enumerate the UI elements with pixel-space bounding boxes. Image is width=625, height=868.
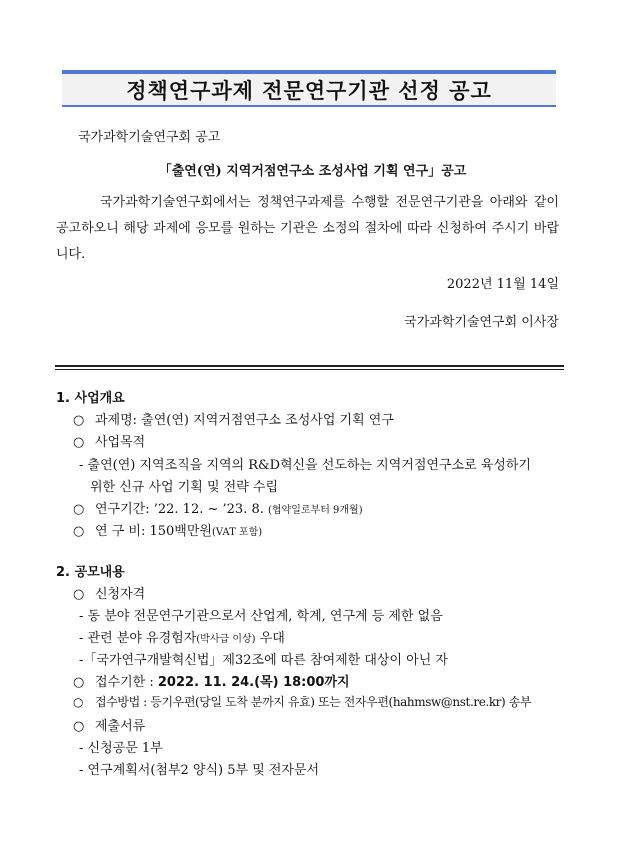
- qualification-2-tail: 우대: [255, 631, 285, 646]
- purpose-item: [73, 431, 145, 450]
- qualification-2-note: (박사급 이상): [196, 634, 256, 645]
- deadline-label: 접수기한 :: [95, 675, 158, 690]
- budget-label: 연 구 비: 150백만원: [95, 524, 212, 539]
- purpose-line2: 위한 신규 사업 기획 및 전략 수립: [90, 480, 279, 495]
- budget-item: [73, 520, 262, 539]
- signature: 국가과학기술연구회 이사장: [404, 315, 559, 330]
- qualification-item: [73, 583, 145, 602]
- documents-item: [73, 715, 145, 734]
- divider-line-thin: [55, 369, 564, 370]
- title-box: [62, 70, 556, 107]
- task-name-item: [73, 409, 394, 428]
- period-label: 연구기간: ’22. 12. ~ ’23. 8.: [95, 502, 264, 517]
- org-notice: 국가과학기술연구회 공고: [78, 130, 221, 145]
- documents-1: - 신청공문 1부: [79, 741, 163, 756]
- bullet-circle: ○: [73, 502, 85, 517]
- bullet-circle: ○: [73, 675, 85, 690]
- qualification-2-text: - 관련 분야 유경험자: [79, 631, 197, 646]
- page-title: 정책연구과제 전문연구기관 선정 공고: [126, 78, 492, 103]
- method-item: [73, 693, 531, 710]
- documents-2: - 연구계획서(첨부2 양식) 5부 및 전자문서: [79, 763, 320, 778]
- purpose-label: 사업목적: [95, 435, 146, 450]
- bullet-circle: ○: [73, 524, 85, 539]
- notice-heading: 「출연(연) 지역거점연구소 조성사업 기획 연구」공고: [158, 164, 467, 179]
- bullet-circle: ○: [73, 719, 85, 734]
- notice-date: 2022년 11월 14일: [446, 277, 559, 292]
- period-note: (협약일로부터 9개월): [268, 505, 363, 516]
- intro-paragraph: [56, 190, 559, 268]
- deadline-item: [73, 671, 350, 690]
- bullet-circle: ○: [73, 435, 85, 450]
- section2-heading: 2. 공모내용: [56, 565, 125, 580]
- qualification-3: -「국가연구개발혁신법」제32조에 따른 참여제한 대상이 아닌 자: [79, 653, 448, 668]
- divider-line: [55, 365, 564, 367]
- method-value: 등기우편(당일 도착 분까지 유효) 또는 전자우편(hahmsw@nst.re.kr) 송부: [150, 695, 532, 709]
- bullet-circle: ○: [73, 587, 85, 602]
- intro-text: 국가과학기술연구회에서는 정책연구과제를 수행할 전문연구기관을 아래와 같이 공고하오니 해당 과제에 응모를 원하는 기관은 소정의 절차에 따라 신청하여 주시기 바랍니다.: [56, 195, 559, 262]
- task-name: 과제명: 출연(연) 지역거점연구소 조성사업 기획 연구: [95, 413, 394, 428]
- bullet-circle: ○: [73, 413, 85, 428]
- section1-heading: 1. 사업개요: [56, 391, 125, 406]
- qualification-1: - 동 분야 전문연구기관으로서 산업계, 학계, 연구계 등 제한 없음: [79, 609, 443, 624]
- budget-note: (VAT 포함): [211, 527, 263, 538]
- deadline-value: 2022. 11. 24.(목) 18:00까지: [157, 675, 350, 690]
- bullet-circle: ○: [73, 695, 84, 709]
- qualification-2: [79, 627, 285, 646]
- qualification-label: 신청자격: [95, 587, 146, 602]
- method-label: 접수방법 :: [95, 695, 151, 709]
- documents-label: 제출서류: [95, 719, 146, 734]
- period-item: [73, 498, 363, 517]
- purpose-line1: - 출연(연) 지역조직을 지역의 R&D혁신을 선도하는 지역거점연구소로 육성하기: [79, 458, 531, 473]
